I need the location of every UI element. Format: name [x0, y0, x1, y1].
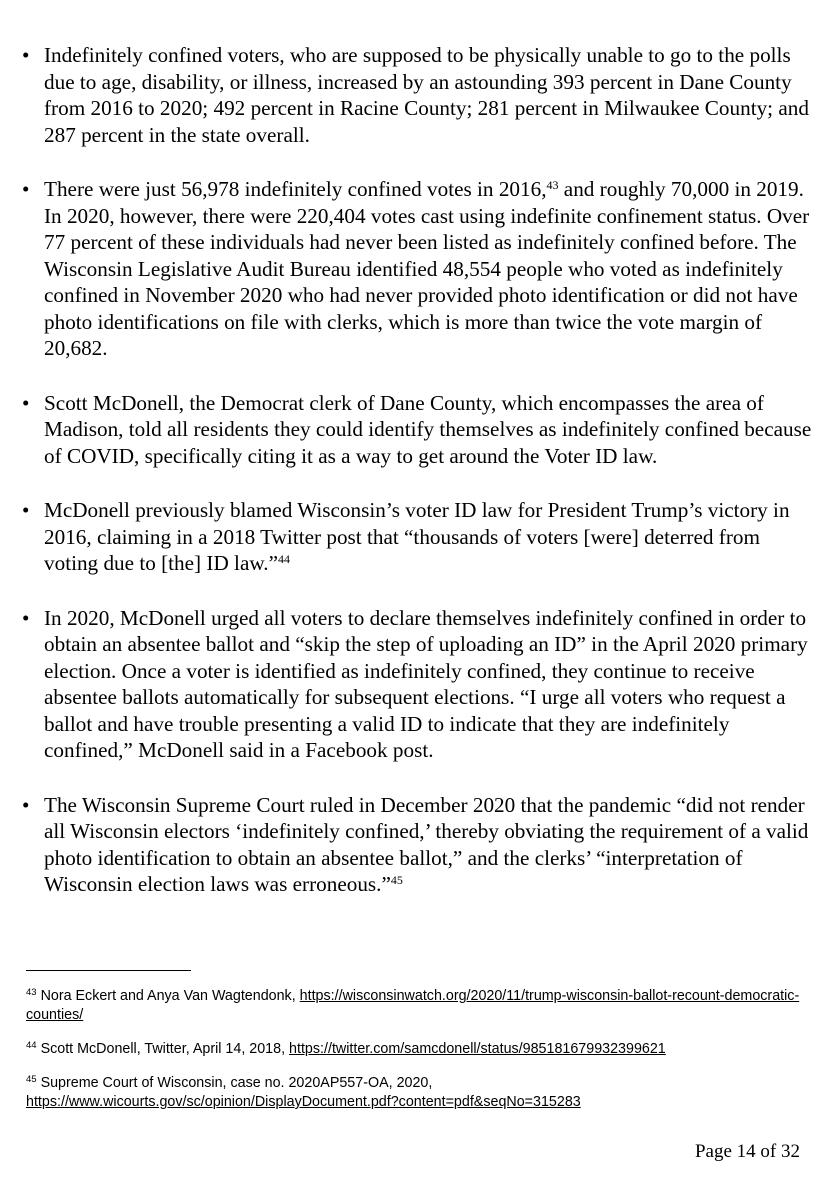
footnote-number: 44 [26, 1040, 37, 1051]
footnote-number: 43 [26, 987, 37, 998]
bullet-icon: • [22, 792, 30, 817]
footnote-text: Supreme Court of Wisconsin, case no. 2020AP557-OA, 2020, [40, 1075, 433, 1091]
page-number: Page 14 of 32 [694, 1141, 800, 1162]
bullet-text: McDonell previously blamed Wisconsin’s voter ID law for President Trump’s victory in 2016, claiming in a 2018 Twitter post that “thousands of voters [were] deterred from voting due to [the] ID law.” [44, 498, 790, 575]
footnote-ref-44[interactable]: 44 [277, 552, 290, 566]
footnote-link[interactable]: https://www.wicourts.gov/sc/opinion/DisplayDocument.pdf?content=pdf&seqNo=315283 [26, 1094, 581, 1110]
bullet-icon: • [22, 390, 30, 415]
bullet-item-confined-votes [22, 176, 812, 362]
footnote-43 [26, 987, 806, 1025]
bullet-icon: • [22, 498, 30, 522]
footnote-number: 45 [26, 1074, 37, 1085]
footnote-ref-43[interactable]: 43 [546, 178, 559, 192]
bullet-icon: • [22, 43, 30, 67]
bullet-item-voter-id-law [22, 497, 812, 577]
footnote-text: Scott McDonell, Twitter, April 14, 2018, [40, 1041, 290, 1057]
footnote-45 [26, 1074, 806, 1112]
bullet-icon: • [22, 177, 30, 201]
bullet-item-mcdonell-clerk [22, 390, 812, 470]
bullet-text: In 2020, McDonell urged all voters to declare themselves indefinitely confined in order to obtain an absentee ballot and “skip the step of uploading an ID” in the April 2020 primary election. Once a voter is identified as indefinitely confined, they continue to receive absentee ballots automatically for subsequent elections. “I urge all voters who request a ballot and have trouble presenting a valid ID to indicate that they are indefinitely confined,” McDonell said in a Facebook post. [44, 605, 808, 762]
bullet-text: Indefinitely confined voters, who are supposed to be physically unable to go to the polls due to age, disability, or illness, increased by an astounding 393 percent in Dane County from 2016 to 2020; 492 percent in Racine County; 281 percent in Milwaukee County; and 287 percent in the state overall. [44, 43, 809, 147]
bullet-text-continued: and roughly 70,000 in 2019. In 2020, however, there were 220,404 votes cast using indefinite confinement status. Over 77 percent of these individuals had never been listed as indefinitely confined before. The Wisconsin Legislative Audit Bureau identified 48,554 people who voted as indefinitely confined in November 2020 who had never provided photo identification or did not have photo identifications on file with clerks, which is more than twice the vote margin of 20,682. [44, 177, 810, 360]
bullet-list [22, 42, 812, 926]
footnote-link[interactable]: https://twitter.com/samcdonell/status/985181679932399621 [289, 1041, 666, 1057]
bullet-item-supreme-court [22, 792, 812, 898]
footnote-text: Nora Eckert and Anya Van Wagtendonk, [40, 988, 300, 1004]
bullet-text: The Wisconsin Supreme Court ruled in December 2020 that the pandemic “did not render all Wisconsin electors ‘indefinitely confined,’ thereby obviating the requirement of a valid photo identification to obtain an absentee ballot,” and the clerks’ “interpretation of Wisconsin election laws was erroneous.” [44, 792, 809, 896]
bullet-text: Scott McDonell, the Democrat clerk of Dane County, which encompasses the area of Madison, told all residents they could identify themselves as indefinitely confined because of COVID, specifically citing it as a way to get around the Voter ID law. [44, 390, 812, 468]
bullet-text: There were just 56,978 indefinitely confined votes in 2016, [44, 177, 547, 201]
footnotes [26, 987, 806, 1127]
footnote-44 [26, 1040, 806, 1059]
footnote-ref-45[interactable]: 45 [390, 873, 403, 887]
footnote-link[interactable]: https://wisconsinwatch.org/2020/11/trump-wisconsin-ballot-recount-democratic-counties/ [26, 988, 800, 1023]
bullet-item-mcdonell-urged [22, 605, 812, 764]
footnote-divider [26, 970, 191, 971]
bullet-icon: • [22, 605, 30, 630]
bullet-item-indefinitely-confined-increase [22, 42, 812, 148]
